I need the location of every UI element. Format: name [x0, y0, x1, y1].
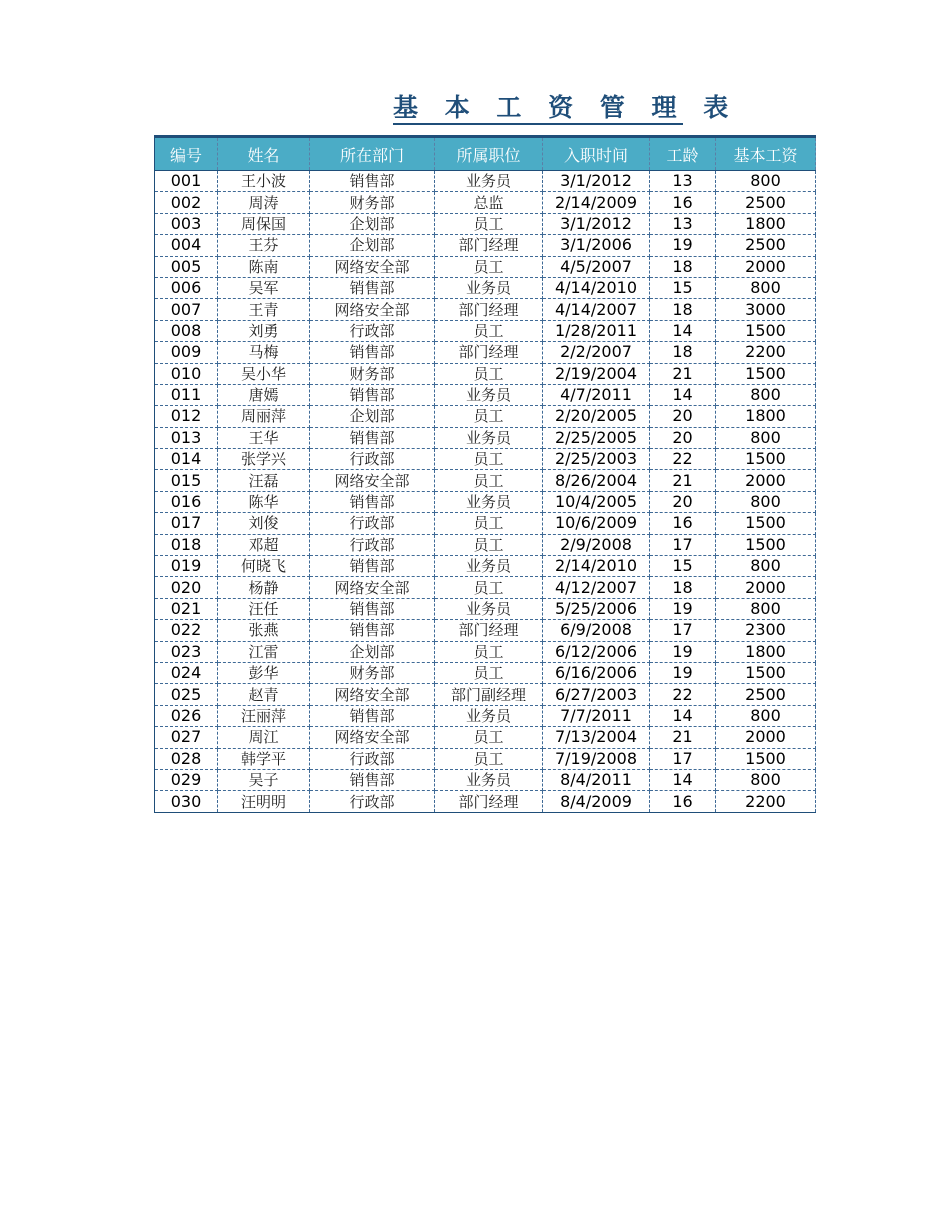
cell-department[interactable]: 网络安全部 — [310, 299, 435, 320]
cell-hire-date[interactable]: 2/25/2003 — [543, 449, 650, 470]
cell-base-salary[interactable]: 1800 — [716, 406, 816, 427]
cell-name[interactable]: 汪磊 — [218, 470, 310, 491]
cell-id[interactable]: 019 — [155, 556, 218, 577]
table-row — [155, 213, 816, 234]
cell-base-salary[interactable]: 1500 — [716, 748, 816, 769]
table-row — [155, 320, 816, 341]
table-row — [155, 684, 816, 705]
cell-base-salary[interactable]: 2000 — [716, 256, 816, 277]
cell-id[interactable]: 023 — [155, 641, 218, 662]
cell-hire-date[interactable]: 7/19/2008 — [543, 748, 650, 769]
cell-name[interactable]: 吴小华 — [218, 363, 310, 384]
cell-seniority[interactable]: 17 — [650, 534, 716, 555]
table-row — [155, 192, 816, 213]
table-row — [155, 598, 816, 619]
cell-name[interactable]: 刘俊 — [218, 513, 310, 534]
cell-base-salary[interactable]: 1500 — [716, 320, 816, 341]
cell-position[interactable]: 业务员 — [435, 769, 543, 790]
table-row — [155, 727, 816, 748]
cell-seniority[interactable]: 20 — [650, 491, 716, 512]
cell-seniority[interactable]: 17 — [650, 748, 716, 769]
cell-seniority[interactable]: 18 — [650, 577, 716, 598]
cell-position[interactable]: 部门经理 — [435, 342, 543, 363]
cell-base-salary[interactable]: 2000 — [716, 577, 816, 598]
cell-department[interactable]: 企划部 — [310, 213, 435, 234]
cell-position[interactable]: 员工 — [435, 320, 543, 341]
cell-base-salary[interactable]: 800 — [716, 705, 816, 726]
column-header-base-salary[interactable]: 基本工资 — [716, 137, 816, 171]
cell-department[interactable]: 网络安全部 — [310, 256, 435, 277]
cell-id[interactable]: 018 — [155, 534, 218, 555]
cell-department[interactable]: 网络安全部 — [310, 727, 435, 748]
cell-hire-date[interactable]: 3/1/2012 — [543, 213, 650, 234]
cell-name[interactable]: 张学兴 — [218, 449, 310, 470]
cell-seniority[interactable]: 16 — [650, 513, 716, 534]
cell-hire-date[interactable]: 2/2/2007 — [543, 342, 650, 363]
cell-seniority[interactable]: 22 — [650, 449, 716, 470]
cell-hire-date[interactable]: 7/13/2004 — [543, 727, 650, 748]
column-header-department[interactable]: 所在部门 — [310, 137, 435, 171]
cell-position[interactable]: 员工 — [435, 662, 543, 683]
cell-department[interactable]: 销售部 — [310, 769, 435, 790]
cell-position[interactable]: 员工 — [435, 513, 543, 534]
table-row — [155, 406, 816, 427]
table-row — [155, 491, 816, 512]
cell-base-salary[interactable]: 1500 — [716, 449, 816, 470]
column-header-name[interactable]: 姓名 — [218, 137, 310, 171]
cell-department[interactable]: 网络安全部 — [310, 470, 435, 491]
table-row — [155, 534, 816, 555]
cell-id[interactable]: 009 — [155, 342, 218, 363]
table-row — [155, 363, 816, 384]
cell-hire-date[interactable]: 6/12/2006 — [543, 641, 650, 662]
table-row — [155, 299, 816, 320]
cell-id[interactable]: 007 — [155, 299, 218, 320]
cell-hire-date[interactable]: 2/14/2009 — [543, 192, 650, 213]
cell-id[interactable]: 029 — [155, 769, 218, 790]
cell-position[interactable]: 业务员 — [435, 171, 543, 192]
cell-hire-date[interactable]: 8/4/2009 — [543, 791, 650, 812]
cell-base-salary[interactable]: 800 — [716, 556, 816, 577]
cell-name[interactable]: 吴军 — [218, 277, 310, 298]
table-row — [155, 791, 816, 812]
cell-base-salary[interactable]: 1500 — [716, 662, 816, 683]
cell-position[interactable]: 员工 — [435, 363, 543, 384]
cell-department[interactable]: 企划部 — [310, 235, 435, 256]
cell-seniority[interactable]: 15 — [650, 277, 716, 298]
cell-position[interactable]: 业务员 — [435, 705, 543, 726]
cell-name[interactable]: 邓超 — [218, 534, 310, 555]
cell-name[interactable]: 赵青 — [218, 684, 310, 705]
table-row — [155, 277, 816, 298]
cell-id[interactable]: 027 — [155, 727, 218, 748]
cell-base-salary[interactable]: 800 — [716, 769, 816, 790]
cell-department[interactable]: 销售部 — [310, 427, 435, 448]
cell-department[interactable]: 销售部 — [310, 384, 435, 405]
cell-seniority[interactable]: 18 — [650, 299, 716, 320]
cell-base-salary[interactable]: 2000 — [716, 727, 816, 748]
cell-position[interactable]: 业务员 — [435, 384, 543, 405]
cell-department[interactable]: 行政部 — [310, 748, 435, 769]
cell-name[interactable]: 汪丽萍 — [218, 705, 310, 726]
cell-id[interactable]: 012 — [155, 406, 218, 427]
cell-hire-date[interactable]: 5/25/2006 — [543, 598, 650, 619]
cell-hire-date[interactable]: 6/27/2003 — [543, 684, 650, 705]
cell-id[interactable]: 016 — [155, 491, 218, 512]
table-row — [155, 662, 816, 683]
cell-hire-date[interactable]: 7/7/2011 — [543, 705, 650, 726]
cell-seniority[interactable]: 14 — [650, 705, 716, 726]
cell-name[interactable]: 汪明明 — [218, 791, 310, 812]
cell-base-salary[interactable]: 2500 — [716, 192, 816, 213]
cell-id[interactable]: 001 — [155, 171, 218, 192]
cell-id[interactable]: 002 — [155, 192, 218, 213]
cell-position[interactable]: 业务员 — [435, 427, 543, 448]
header-row — [155, 137, 816, 171]
cell-hire-date[interactable]: 4/12/2007 — [543, 577, 650, 598]
cell-position[interactable]: 部门经理 — [435, 299, 543, 320]
cell-name[interactable]: 陈华 — [218, 491, 310, 512]
cell-position[interactable]: 总监 — [435, 192, 543, 213]
cell-hire-date[interactable]: 4/5/2007 — [543, 256, 650, 277]
cell-base-salary[interactable]: 800 — [716, 384, 816, 405]
cell-position[interactable]: 业务员 — [435, 598, 543, 619]
cell-name[interactable]: 张燕 — [218, 620, 310, 641]
cell-department[interactable]: 销售部 — [310, 491, 435, 512]
cell-position[interactable]: 员工 — [435, 727, 543, 748]
cell-position[interactable]: 员工 — [435, 449, 543, 470]
cell-id[interactable]: 021 — [155, 598, 218, 619]
cell-name[interactable]: 陈南 — [218, 256, 310, 277]
cell-seniority[interactable]: 14 — [650, 320, 716, 341]
cell-base-salary[interactable]: 800 — [716, 598, 816, 619]
column-header-id[interactable]: 编号 — [155, 137, 218, 171]
cell-department[interactable]: 销售部 — [310, 342, 435, 363]
cell-id[interactable]: 030 — [155, 791, 218, 812]
cell-hire-date[interactable]: 8/26/2004 — [543, 470, 650, 491]
cell-id[interactable]: 003 — [155, 213, 218, 234]
cell-seniority[interactable]: 21 — [650, 470, 716, 491]
cell-hire-date[interactable]: 4/14/2007 — [543, 299, 650, 320]
cell-base-salary[interactable]: 1800 — [716, 213, 816, 234]
cell-hire-date[interactable]: 1/28/2011 — [543, 320, 650, 341]
cell-base-salary[interactable]: 1800 — [716, 641, 816, 662]
cell-department[interactable]: 销售部 — [310, 277, 435, 298]
cell-seniority[interactable]: 20 — [650, 406, 716, 427]
cell-base-salary[interactable]: 2300 — [716, 620, 816, 641]
cell-name[interactable]: 唐嫣 — [218, 384, 310, 405]
cell-position[interactable]: 部门经理 — [435, 791, 543, 812]
cell-position[interactable]: 员工 — [435, 256, 543, 277]
cell-hire-date[interactable]: 4/14/2010 — [543, 277, 650, 298]
cell-department[interactable]: 财务部 — [310, 192, 435, 213]
cell-hire-date[interactable]: 6/16/2006 — [543, 662, 650, 683]
cell-seniority[interactable]: 18 — [650, 256, 716, 277]
cell-id[interactable]: 005 — [155, 256, 218, 277]
cell-name[interactable]: 周江 — [218, 727, 310, 748]
cell-seniority[interactable]: 14 — [650, 769, 716, 790]
cell-hire-date[interactable]: 2/25/2005 — [543, 427, 650, 448]
table-row — [155, 577, 816, 598]
cell-base-salary[interactable]: 800 — [716, 491, 816, 512]
cell-position[interactable]: 员工 — [435, 577, 543, 598]
cell-base-salary[interactable]: 2000 — [716, 470, 816, 491]
table-row — [155, 384, 816, 405]
cell-department[interactable]: 网络安全部 — [310, 577, 435, 598]
cell-seniority[interactable]: 20 — [650, 427, 716, 448]
column-header-hire-date[interactable]: 入职时间 — [543, 137, 650, 171]
table-row — [155, 769, 816, 790]
cell-seniority[interactable]: 14 — [650, 384, 716, 405]
cell-id[interactable]: 024 — [155, 662, 218, 683]
cell-department[interactable]: 行政部 — [310, 791, 435, 812]
cell-name[interactable]: 韩学平 — [218, 748, 310, 769]
cell-name[interactable]: 江雷 — [218, 641, 310, 662]
cell-id[interactable]: 025 — [155, 684, 218, 705]
cell-name[interactable]: 刘勇 — [218, 320, 310, 341]
cell-seniority[interactable]: 16 — [650, 791, 716, 812]
cell-id[interactable]: 010 — [155, 363, 218, 384]
cell-seniority[interactable]: 17 — [650, 620, 716, 641]
cell-id[interactable]: 028 — [155, 748, 218, 769]
cell-seniority[interactable]: 18 — [650, 342, 716, 363]
cell-department[interactable]: 销售部 — [310, 705, 435, 726]
cell-hire-date[interactable]: 2/20/2005 — [543, 406, 650, 427]
table-row — [155, 513, 816, 534]
salary-table — [154, 135, 816, 813]
cell-base-salary[interactable]: 800 — [716, 277, 816, 298]
cell-seniority[interactable]: 22 — [650, 684, 716, 705]
table-row — [155, 620, 816, 641]
cell-base-salary[interactable]: 2500 — [716, 684, 816, 705]
cell-position[interactable]: 员工 — [435, 641, 543, 662]
cell-position[interactable]: 员工 — [435, 534, 543, 555]
cell-base-salary[interactable]: 1500 — [716, 534, 816, 555]
cell-seniority[interactable]: 13 — [650, 213, 716, 234]
cell-name[interactable]: 王青 — [218, 299, 310, 320]
table-row — [155, 705, 816, 726]
cell-seniority[interactable]: 15 — [650, 556, 716, 577]
cell-id[interactable]: 008 — [155, 320, 218, 341]
cell-hire-date[interactable]: 8/4/2011 — [543, 769, 650, 790]
cell-base-salary[interactable]: 3000 — [716, 299, 816, 320]
cell-department[interactable]: 财务部 — [310, 662, 435, 683]
cell-name[interactable]: 周丽萍 — [218, 406, 310, 427]
cell-name[interactable]: 何晓飞 — [218, 556, 310, 577]
cell-department[interactable]: 销售部 — [310, 556, 435, 577]
cell-position[interactable]: 部门副经理 — [435, 684, 543, 705]
cell-seniority[interactable]: 19 — [650, 598, 716, 619]
cell-position[interactable]: 业务员 — [435, 491, 543, 512]
cell-name[interactable]: 王芬 — [218, 235, 310, 256]
column-header-position[interactable]: 所属职位 — [435, 137, 543, 171]
cell-hire-date[interactable]: 3/1/2006 — [543, 235, 650, 256]
cell-name[interactable]: 马梅 — [218, 342, 310, 363]
cell-hire-date[interactable]: 3/1/2012 — [543, 171, 650, 192]
cell-id[interactable]: 006 — [155, 277, 218, 298]
cell-seniority[interactable]: 16 — [650, 192, 716, 213]
table-row — [155, 256, 816, 277]
cell-position[interactable]: 员工 — [435, 748, 543, 769]
cell-department[interactable]: 行政部 — [310, 534, 435, 555]
cell-base-salary[interactable]: 1500 — [716, 513, 816, 534]
cell-id[interactable]: 004 — [155, 235, 218, 256]
cell-hire-date[interactable]: 10/4/2005 — [543, 491, 650, 512]
cell-hire-date[interactable]: 2/19/2004 — [543, 363, 650, 384]
cell-hire-date[interactable]: 10/6/2009 — [543, 513, 650, 534]
cell-position[interactable]: 员工 — [435, 406, 543, 427]
cell-position[interactable]: 业务员 — [435, 277, 543, 298]
cell-base-salary[interactable]: 2500 — [716, 235, 816, 256]
cell-id[interactable]: 013 — [155, 427, 218, 448]
cell-position[interactable]: 部门经理 — [435, 235, 543, 256]
table-row — [155, 641, 816, 662]
cell-seniority[interactable]: 21 — [650, 727, 716, 748]
cell-id[interactable]: 017 — [155, 513, 218, 534]
table-row — [155, 748, 816, 769]
cell-name[interactable]: 王华 — [218, 427, 310, 448]
cell-seniority[interactable]: 19 — [650, 662, 716, 683]
cell-base-salary[interactable]: 800 — [716, 427, 816, 448]
cell-base-salary[interactable]: 2200 — [716, 342, 816, 363]
table-row — [155, 556, 816, 577]
cell-id[interactable]: 011 — [155, 384, 218, 405]
cell-base-salary[interactable]: 1500 — [716, 363, 816, 384]
cell-base-salary[interactable]: 2200 — [716, 791, 816, 812]
cell-id[interactable]: 022 — [155, 620, 218, 641]
cell-department[interactable]: 网络安全部 — [310, 684, 435, 705]
cell-department[interactable]: 财务部 — [310, 363, 435, 384]
page-title: 基 本 工 资 管 理 表 — [393, 93, 683, 125]
cell-hire-date[interactable]: 2/9/2008 — [543, 534, 650, 555]
cell-id[interactable]: 015 — [155, 470, 218, 491]
cell-department[interactable]: 企划部 — [310, 406, 435, 427]
cell-id[interactable]: 026 — [155, 705, 218, 726]
cell-name[interactable]: 彭华 — [218, 662, 310, 683]
cell-position[interactable]: 业务员 — [435, 556, 543, 577]
table-body — [155, 171, 816, 813]
table-row — [155, 470, 816, 491]
cell-department[interactable]: 销售部 — [310, 620, 435, 641]
cell-department[interactable]: 企划部 — [310, 641, 435, 662]
cell-department[interactable]: 销售部 — [310, 171, 435, 192]
cell-hire-date[interactable]: 4/7/2011 — [543, 384, 650, 405]
table-row — [155, 235, 816, 256]
cell-name[interactable]: 杨静 — [218, 577, 310, 598]
cell-department[interactable]: 行政部 — [310, 449, 435, 470]
table-row — [155, 427, 816, 448]
cell-department[interactable]: 行政部 — [310, 320, 435, 341]
cell-name[interactable]: 周涛 — [218, 192, 310, 213]
cell-name[interactable]: 吴子 — [218, 769, 310, 790]
column-header-seniority[interactable]: 工龄 — [650, 137, 716, 171]
table-row — [155, 449, 816, 470]
cell-hire-date[interactable]: 6/9/2008 — [543, 620, 650, 641]
cell-seniority[interactable]: 13 — [650, 171, 716, 192]
table-row — [155, 171, 816, 192]
cell-hire-date[interactable]: 2/14/2010 — [543, 556, 650, 577]
cell-id[interactable]: 020 — [155, 577, 218, 598]
cell-name[interactable]: 周保国 — [218, 213, 310, 234]
cell-name[interactable]: 汪任 — [218, 598, 310, 619]
cell-position[interactable]: 员工 — [435, 213, 543, 234]
cell-position[interactable]: 员工 — [435, 470, 543, 491]
cell-id[interactable]: 014 — [155, 449, 218, 470]
cell-department[interactable]: 销售部 — [310, 598, 435, 619]
cell-seniority[interactable]: 21 — [650, 363, 716, 384]
cell-position[interactable]: 部门经理 — [435, 620, 543, 641]
cell-seniority[interactable]: 19 — [650, 641, 716, 662]
cell-department[interactable]: 行政部 — [310, 513, 435, 534]
cell-name[interactable]: 王小波 — [218, 171, 310, 192]
cell-base-salary[interactable]: 800 — [716, 171, 816, 192]
cell-seniority[interactable]: 19 — [650, 235, 716, 256]
table-row — [155, 342, 816, 363]
